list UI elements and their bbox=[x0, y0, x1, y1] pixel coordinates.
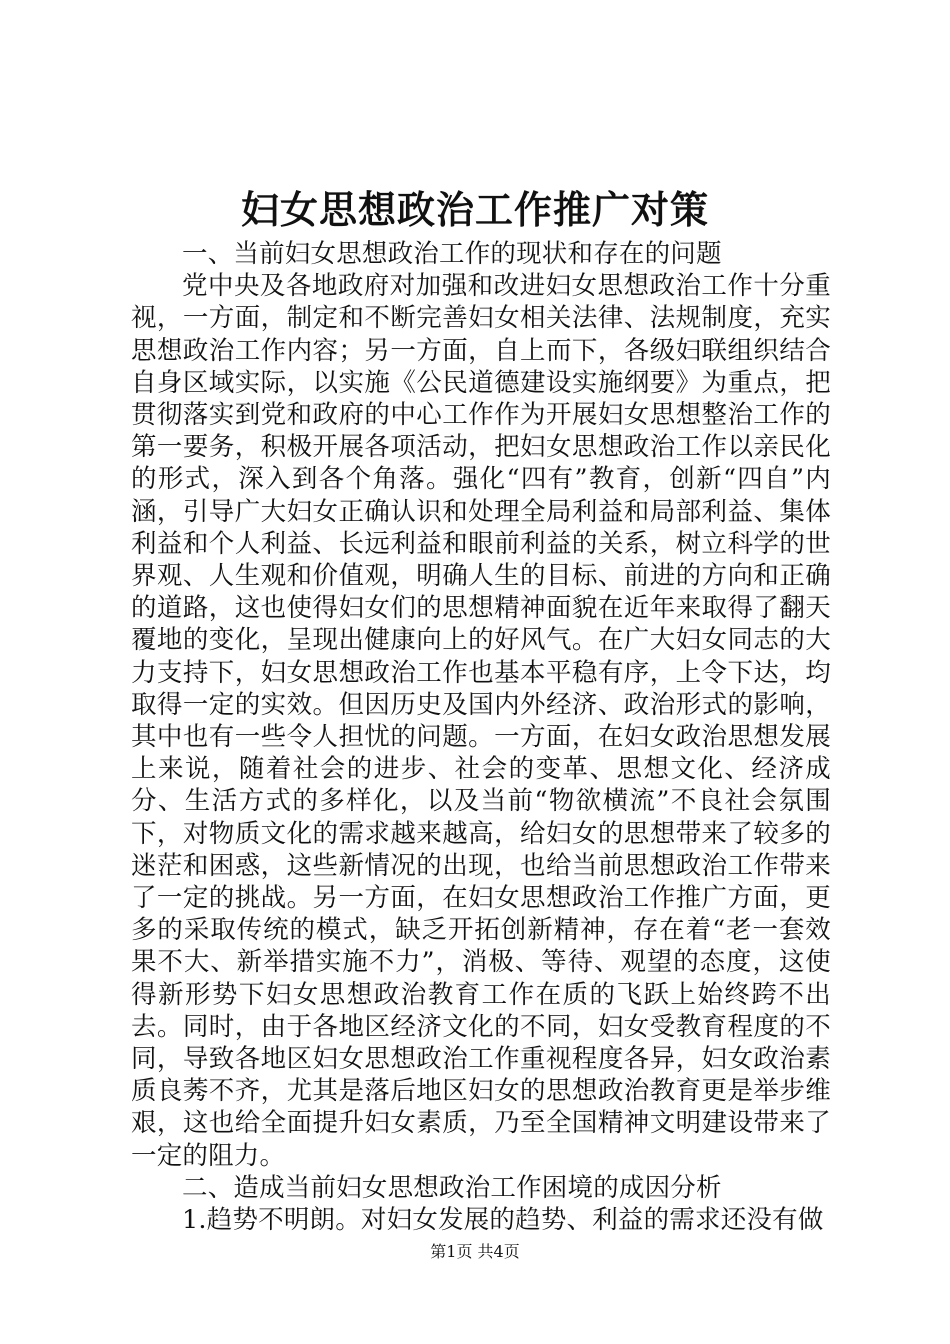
section-heading-1: 一、当前妇女思想政治工作的现状和存在的问题 bbox=[182, 239, 722, 269]
document-body bbox=[131, 238, 831, 1236]
body-paragraph-1: 党中央及各地政府对加强和改进妇女思想政治工作十分重视，一方面，制定和不断完善妇女相关法律、法规制度，充实思想政治工作内容；另一方面，自上而下，各级妇联组织结合自身区域实际，以实施《公民道德建设实施纲要》为重点，把贯彻落实到党和政府的中心工作作为开展妇女思想整治工作的第一要务，积极开展各项活动，把妇女思想政治工作以亲民化的形式，深入到各个角落。强化“四有”教育，创新“四自”内涵，引导广大妇女正确认识和处理全局利益和局部利益、集体利益和个人利益、长远利益和眼前利益的关系，树立科学的世界观、人生观和价值观，明确人生的目标、前进的方向和正确的道路，这也使得妇女们的思想精神面貌在近年来取得了翻天覆地的变化，呈现出健康向上的好风气。在广大妇女同志的大力支持下，妇女思想政治工作也基本平稳有序，上令下达，均取得一定的实效。但因历史及国内外经济、政治形式的影响，其中也有一些令人担忧的问题。一方面，在妇女政治思想发展上来说，随着社会的进步、社会的变革、思想文化、经济成分、生活方式的多样化，以及当前“物欲横流”不良社会氛围下，对物质文化的需求越来越高，给妇女的思想带来了较多的迷茫和困惑，这些新情况的出现，也给当前思想政治工作带来了一定的挑战。另一方面，在妇女思想政治工作推广方面，更多的采取传统的模式，缺乏开拓创新精神，存在着“老一套效果不大、新举措实施不力”，消极、等待、观望的态度，这使得新形势下妇女思想政治教育工作在质的飞跃上始终跨不出去。同时，由于各地区经济文化的不同，妇女受教育程度的不同，导致各地区妇女思想政治工作重视程度各异，妇女政治素质良莠不齐，尤其是落后地区妇女的思想政治教育更是举步维艰，这也给全面提升妇女素质，乃至全国精神文明建设带来了一定的阻力。 bbox=[131, 271, 831, 1171]
body-paragraph-2: 1.趋势不明朗。对妇女发展的趋势、利益的需求还没有做 bbox=[182, 1205, 824, 1236]
document-title: 妇女思想政治工作推广对策 bbox=[240, 187, 709, 232]
section-heading-2: 二、造成当前妇女思想政治工作困境的成因分析 bbox=[182, 1172, 722, 1203]
page-footer: 第1页 共4页 bbox=[430, 1242, 520, 1261]
